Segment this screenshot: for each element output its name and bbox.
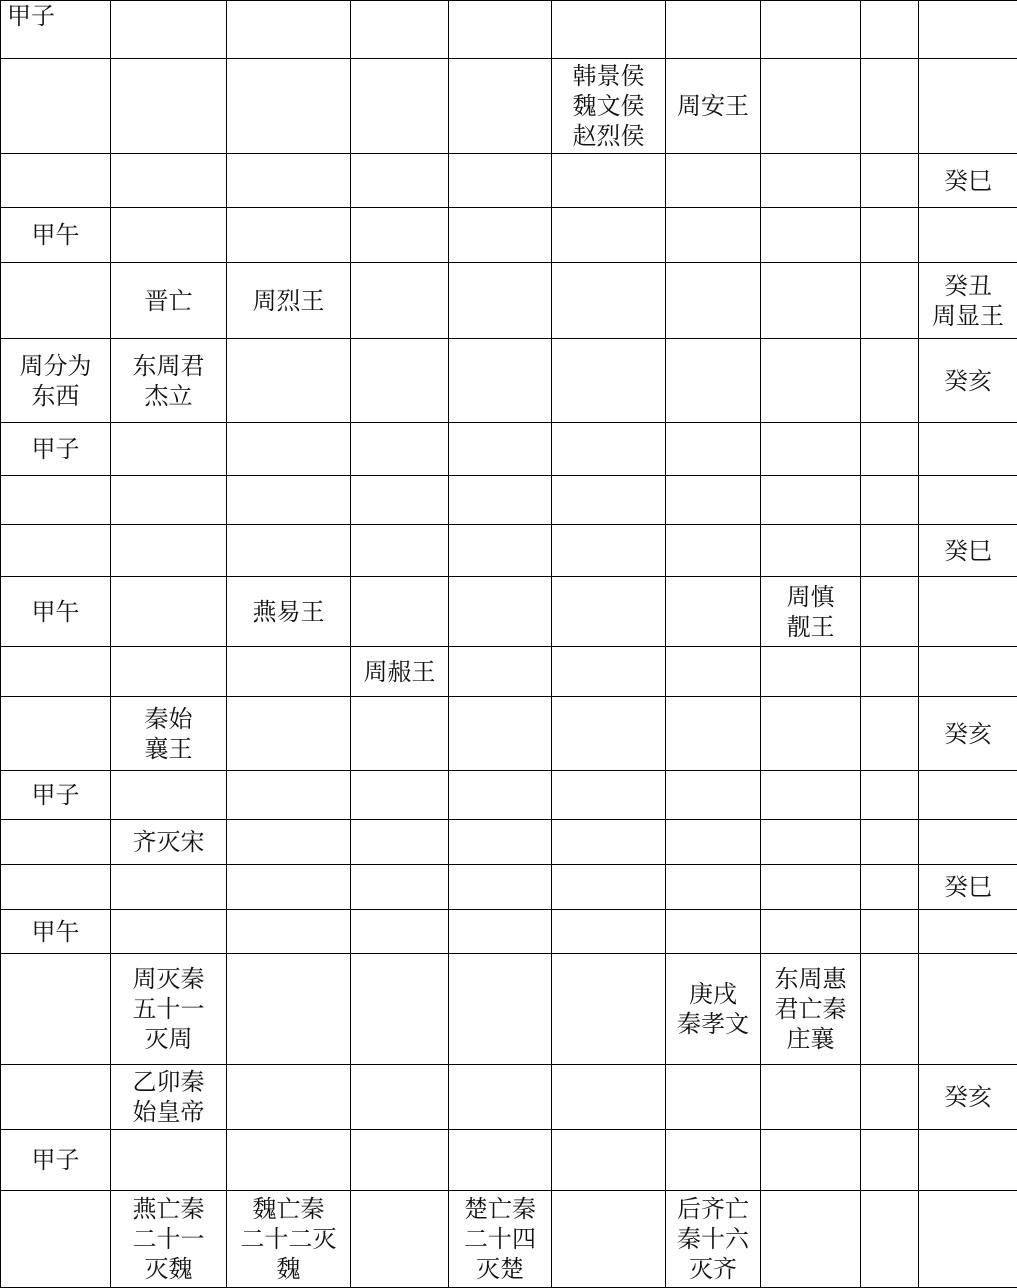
table-cell [449, 154, 552, 208]
table-cell [919, 1191, 1017, 1288]
table-cell [449, 525, 552, 577]
table-cell: 癸巳 [919, 154, 1017, 208]
table-cell: 甲子 [1, 1, 111, 59]
table-cell [761, 647, 861, 697]
table-cell: 秦始 襄王 [111, 697, 227, 771]
table-row [1, 154, 1017, 208]
table-cell [552, 1, 666, 59]
table-cell [666, 910, 761, 954]
table-cell [666, 1065, 761, 1130]
table-row [1, 208, 1017, 263]
table-row [1, 577, 1017, 647]
table-cell [449, 423, 552, 476]
table-row [1, 697, 1017, 771]
table-cell [919, 577, 1017, 647]
table-cell [227, 339, 351, 423]
table-cell [351, 339, 449, 423]
table-cell [761, 59, 861, 154]
table-cell [449, 771, 552, 820]
table-cell [761, 1, 861, 59]
table-cell [552, 910, 666, 954]
table-cell [351, 59, 449, 154]
table-cell [761, 476, 861, 525]
table-cell [351, 263, 449, 339]
table-cell [761, 423, 861, 476]
table-cell: 楚亡秦 二十四 灭楚 [449, 1191, 552, 1288]
table-cell: 甲子 [1, 1130, 111, 1191]
table-cell: 周烈王 [227, 263, 351, 339]
table-cell [227, 1130, 351, 1191]
table-cell [666, 476, 761, 525]
table-cell [552, 339, 666, 423]
table-cell [351, 771, 449, 820]
table-cell [666, 771, 761, 820]
table-cell [227, 59, 351, 154]
table-cell [351, 1130, 449, 1191]
table-cell [1, 263, 111, 339]
table-cell [1, 476, 111, 525]
table-cell [552, 208, 666, 263]
table-cell: 燕亡秦 二十一 灭魏 [111, 1191, 227, 1288]
table-cell [552, 954, 666, 1065]
table-cell [111, 577, 227, 647]
table-row [1, 954, 1017, 1065]
table-cell [227, 1065, 351, 1130]
table-cell [666, 697, 761, 771]
table-row [1, 525, 1017, 577]
table-row [1, 820, 1017, 865]
table-cell: 晋亡 [111, 263, 227, 339]
table-cell: 甲子 [1, 771, 111, 820]
table-cell [666, 263, 761, 339]
table-cell: 甲午 [1, 910, 111, 954]
table-cell [666, 525, 761, 577]
table-cell: 癸亥 [919, 1065, 1017, 1130]
table-cell [861, 697, 919, 771]
table-cell [761, 208, 861, 263]
table-cell [919, 423, 1017, 476]
table-cell [861, 865, 919, 910]
table-cell: 周分为 东西 [1, 339, 111, 423]
table-cell: 甲午 [1, 577, 111, 647]
table-cell [861, 820, 919, 865]
table-cell [761, 1130, 861, 1191]
table-cell [861, 154, 919, 208]
table-cell [1, 59, 111, 154]
table-cell [111, 1, 227, 59]
table-cell [449, 697, 552, 771]
table-cell: 周慎 靓王 [761, 577, 861, 647]
table-cell [1, 154, 111, 208]
table-cell [666, 423, 761, 476]
table-cell: 后齐亡 秦十六 灭齐 [666, 1191, 761, 1288]
table-cell [449, 1065, 552, 1130]
table-cell [227, 423, 351, 476]
table-cell [761, 263, 861, 339]
table-cell [552, 647, 666, 697]
table-cell [919, 820, 1017, 865]
table-cell [227, 910, 351, 954]
table-cell [351, 954, 449, 1065]
table-cell [351, 697, 449, 771]
table-cell: 韩景侯 魏文侯 赵烈侯 [552, 59, 666, 154]
table-cell [861, 1, 919, 59]
table-cell: 甲午 [1, 208, 111, 263]
table-cell [552, 697, 666, 771]
table-cell [761, 339, 861, 423]
table-cell [351, 208, 449, 263]
table-cell [111, 525, 227, 577]
table-cell [761, 525, 861, 577]
table-cell [861, 476, 919, 525]
table-cell [111, 208, 227, 263]
table-cell [919, 476, 1017, 525]
table-cell [1, 697, 111, 771]
table-cell [861, 577, 919, 647]
table-cell: 癸亥 [919, 339, 1017, 423]
table-cell [111, 423, 227, 476]
table-cell [552, 263, 666, 339]
table-row [1, 1, 1017, 59]
table-cell [227, 954, 351, 1065]
table-cell [861, 423, 919, 476]
table-cell: 甲子 [1, 423, 111, 476]
table-cell [227, 865, 351, 910]
table-cell [666, 154, 761, 208]
table-cell: 魏亡秦 二十二灭 魏 [227, 1191, 351, 1288]
table-cell [351, 910, 449, 954]
table-cell [666, 208, 761, 263]
table-cell [761, 1191, 861, 1288]
table-cell: 周安王 [666, 59, 761, 154]
table-cell [111, 771, 227, 820]
table-cell [351, 1, 449, 59]
table-cell [552, 525, 666, 577]
table-cell [449, 208, 552, 263]
table-cell [761, 154, 861, 208]
table-cell [449, 647, 552, 697]
table-cell: 周赧王 [351, 647, 449, 697]
table-cell [111, 865, 227, 910]
table-cell [861, 647, 919, 697]
table-cell [111, 647, 227, 697]
table-cell [666, 1, 761, 59]
table-cell: 燕易王 [227, 577, 351, 647]
table-cell [351, 154, 449, 208]
table-cell [861, 1130, 919, 1191]
table-cell [761, 910, 861, 954]
table-cell [861, 1065, 919, 1130]
table-cell [1, 865, 111, 910]
table-row [1, 263, 1017, 339]
table-cell: 周灭秦 五十一 灭周 [111, 954, 227, 1065]
table-cell [919, 208, 1017, 263]
table-cell [111, 910, 227, 954]
table-cell: 乙卯秦 始皇帝 [111, 1065, 227, 1130]
table-row [1, 647, 1017, 697]
table-row [1, 1191, 1017, 1288]
table-cell [449, 1130, 552, 1191]
table-row [1, 59, 1017, 154]
table-cell [227, 525, 351, 577]
table-cell: 齐灭宋 [111, 820, 227, 865]
table-row [1, 339, 1017, 423]
table-row [1, 1130, 1017, 1191]
table-cell [227, 154, 351, 208]
table-row [1, 476, 1017, 525]
table-row [1, 423, 1017, 476]
table-cell [919, 910, 1017, 954]
table-cell [351, 577, 449, 647]
table-cell: 东周君 杰立 [111, 339, 227, 423]
table-cell [666, 647, 761, 697]
table-cell [351, 1065, 449, 1130]
table-cell [761, 1065, 861, 1130]
table-cell [861, 771, 919, 820]
table-cell [919, 647, 1017, 697]
table-cell [861, 339, 919, 423]
table-cell [861, 954, 919, 1065]
table-cell [919, 954, 1017, 1065]
table-cell [861, 525, 919, 577]
table-cell [449, 1, 552, 59]
table-cell [552, 865, 666, 910]
table-cell [449, 820, 552, 865]
table-cell: 庚戌 秦孝文 [666, 954, 761, 1065]
table-cell [449, 263, 552, 339]
table-cell: 东周惠 君亡秦 庄襄 [761, 954, 861, 1065]
table-cell [351, 1191, 449, 1288]
table-cell [552, 820, 666, 865]
table-cell [666, 577, 761, 647]
table-cell [227, 1, 351, 59]
table-cell [861, 910, 919, 954]
table-cell [227, 697, 351, 771]
table-cell [227, 820, 351, 865]
table-cell [1, 1065, 111, 1130]
table-cell [111, 154, 227, 208]
table-cell [919, 771, 1017, 820]
table-row [1, 910, 1017, 954]
table-cell [449, 910, 552, 954]
table-cell [227, 208, 351, 263]
table-cell [449, 339, 552, 423]
table-cell [111, 59, 227, 154]
table-cell [666, 820, 761, 865]
table-cell [449, 577, 552, 647]
table-cell [351, 865, 449, 910]
table-cell [552, 577, 666, 647]
table-cell [861, 263, 919, 339]
table-cell [111, 1130, 227, 1191]
table-cell [227, 771, 351, 820]
table-cell: 癸巳 [919, 525, 1017, 577]
table-cell [919, 1, 1017, 59]
table-cell [761, 771, 861, 820]
table-cell [351, 423, 449, 476]
table-cell [861, 1191, 919, 1288]
table-cell [1, 954, 111, 1065]
table-cell [351, 820, 449, 865]
table-cell [552, 1191, 666, 1288]
table-cell [1, 647, 111, 697]
table-cell [552, 1130, 666, 1191]
table-cell [552, 1065, 666, 1130]
table-cell [1, 1191, 111, 1288]
table-row [1, 771, 1017, 820]
table-row [1, 865, 1017, 910]
table-cell [666, 1130, 761, 1191]
table-cell [351, 525, 449, 577]
table-cell [761, 697, 861, 771]
table-cell [552, 423, 666, 476]
table-cell [666, 339, 761, 423]
table-row [1, 1065, 1017, 1130]
table-cell [552, 771, 666, 820]
table-cell [861, 208, 919, 263]
table-cell [1, 525, 111, 577]
table-cell: 癸巳 [919, 865, 1017, 910]
table-cell [919, 1130, 1017, 1191]
table-cell [449, 476, 552, 525]
table-cell: 癸亥 [919, 697, 1017, 771]
table-cell [449, 954, 552, 1065]
table-cell [449, 59, 552, 154]
table-cell [111, 476, 227, 525]
table-cell [351, 476, 449, 525]
table-cell [227, 647, 351, 697]
table-cell [552, 476, 666, 525]
table-cell: 癸丑 周显王 [919, 263, 1017, 339]
table-cell [861, 59, 919, 154]
table-cell [761, 820, 861, 865]
table-cell [666, 865, 761, 910]
table-cell [1, 820, 111, 865]
table-cell [227, 476, 351, 525]
table-cell [449, 865, 552, 910]
table-cell [761, 865, 861, 910]
table-cell [919, 59, 1017, 154]
table-cell [552, 154, 666, 208]
